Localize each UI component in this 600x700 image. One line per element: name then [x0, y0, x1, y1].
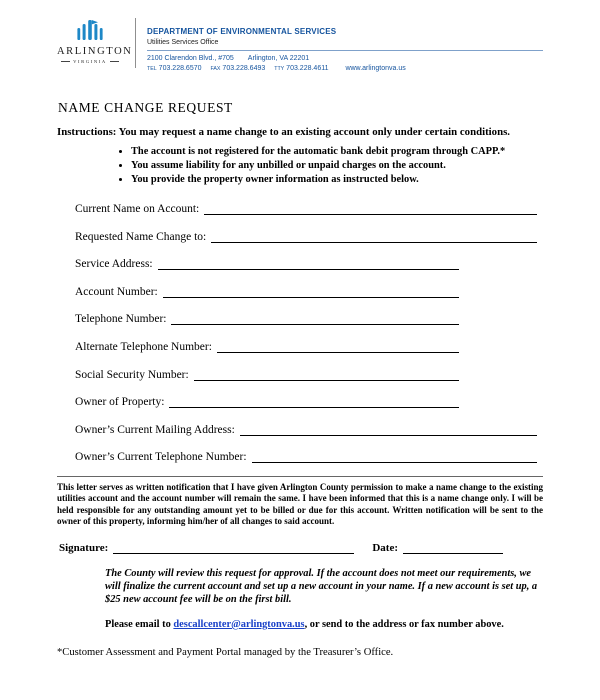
letterhead-text: [147, 16, 543, 72]
condition-item: • You assume liability for any unbilled or unpaid charges on the account.: [131, 160, 543, 171]
office-name: Utilities Services Office: [147, 39, 219, 46]
field-label: Telephone Number:: [75, 313, 167, 326]
logo-dash-left: [61, 61, 70, 62]
instructions-lead: Instructions: You may request a name change to an existing account only under certain conditions.: [57, 126, 510, 138]
field-line: [204, 202, 537, 215]
field-owner-mailing-address: [75, 421, 537, 436]
field-owner: [75, 393, 459, 408]
email-link[interactable]: descallcenter@arlingtonva.us: [173, 618, 305, 630]
office-address: [147, 55, 543, 62]
logo-region: [57, 59, 123, 64]
arlington-columns-icon: [73, 17, 107, 43]
logo-dash-right: [110, 61, 119, 62]
logo-region-label: VIRGINIA: [73, 59, 107, 64]
department-name: DEPARTMENT OF ENVIRONMENTAL SERVICES: [147, 27, 337, 36]
field-line: [252, 450, 537, 463]
letterhead: [57, 16, 543, 72]
date-label: Date:: [372, 541, 398, 554]
field-label: Account Number:: [75, 285, 158, 298]
field-telephone: [75, 310, 459, 325]
field-line: [194, 368, 459, 381]
signature-row: [59, 541, 503, 554]
date-line: [403, 541, 503, 554]
address-street: 2100 Clarendon Blvd., #705: [147, 55, 234, 62]
fax-label: FAX: [210, 66, 221, 72]
field-line: [217, 340, 459, 353]
field-current-name: [75, 200, 537, 215]
page-title: NAME CHANGE REQUEST: [58, 100, 233, 115]
tel-label: TEL: [147, 66, 157, 72]
arlington-logo: [57, 16, 133, 72]
form-fields: [75, 200, 543, 463]
conditions-list: [117, 146, 543, 185]
logo-wordmark: ARLINGTON: [57, 46, 133, 57]
field-line: [158, 257, 459, 270]
agreement-text: This letter serves as written notification that I have given Arlington County permission to make a name change to the existing utilities account and the account number will remain the same. I have been informed that this is a name change only. I will be held responsible for any outstanding amount yet to be billed or due for this account. Written notification will be sent to the owner of this property, informing him/her of all changes to said account.: [57, 476, 543, 528]
address-city: Arlington, VA 22201: [247, 55, 310, 62]
letterhead-rule: [147, 50, 543, 51]
email-prefix: Please email to: [105, 618, 174, 630]
email-suffix: , or send to the address or fax number above.: [304, 618, 504, 630]
field-account-number: [75, 283, 459, 298]
field-label: Social Security Number:: [75, 368, 189, 381]
signature-line: [113, 541, 354, 554]
field-label: Owner’s Current Telephone Number:: [75, 451, 247, 464]
field-line: [171, 312, 459, 325]
field-label: Alternate Telephone Number:: [75, 340, 212, 353]
contact-line: [147, 65, 543, 72]
capp-footnote: *Customer Assessment and Payment Portal managed by the Treasurer’s Office.: [57, 646, 394, 658]
field-line: [163, 285, 459, 298]
website-link: www.arlingtonva.us: [345, 65, 406, 72]
field-label: Service Address:: [75, 258, 153, 271]
fax-number: 703.228.6493: [222, 65, 266, 72]
tty-label: TTY: [274, 66, 285, 72]
condition-item: • The account is not registered for the automatic bank debit program through CAPP.*: [131, 146, 543, 157]
letterhead-divider: [135, 18, 136, 68]
field-alt-telephone: [75, 338, 459, 353]
field-line: [169, 395, 459, 408]
field-requested-name: [75, 228, 537, 243]
email-instruction: [105, 619, 543, 630]
field-label: Owner of Property:: [75, 396, 165, 409]
review-note: The County will review this request for approval. If the account does not meet our requirements, we will finalize the current account and set up a new account in your name. If a new account is set up, a $25 new account fee will be on the first bill.: [105, 567, 538, 606]
field-service-address: [75, 255, 459, 270]
field-label: Owner’s Current Mailing Address:: [75, 423, 235, 436]
field-line: [211, 230, 537, 243]
tel-number: 703.228.6570: [158, 65, 202, 72]
field-line: [240, 423, 537, 436]
field-owner-telephone: [75, 448, 537, 463]
field-label: Current Name on Account:: [75, 203, 200, 215]
signature-label: Signature:: [59, 541, 109, 554]
condition-item: • You provide the property owner information as instructed below.: [131, 174, 543, 185]
field-label: Requested Name Change to:: [75, 230, 207, 243]
field-ssn: [75, 366, 459, 381]
tty-number: 703.228.4611: [286, 65, 329, 72]
